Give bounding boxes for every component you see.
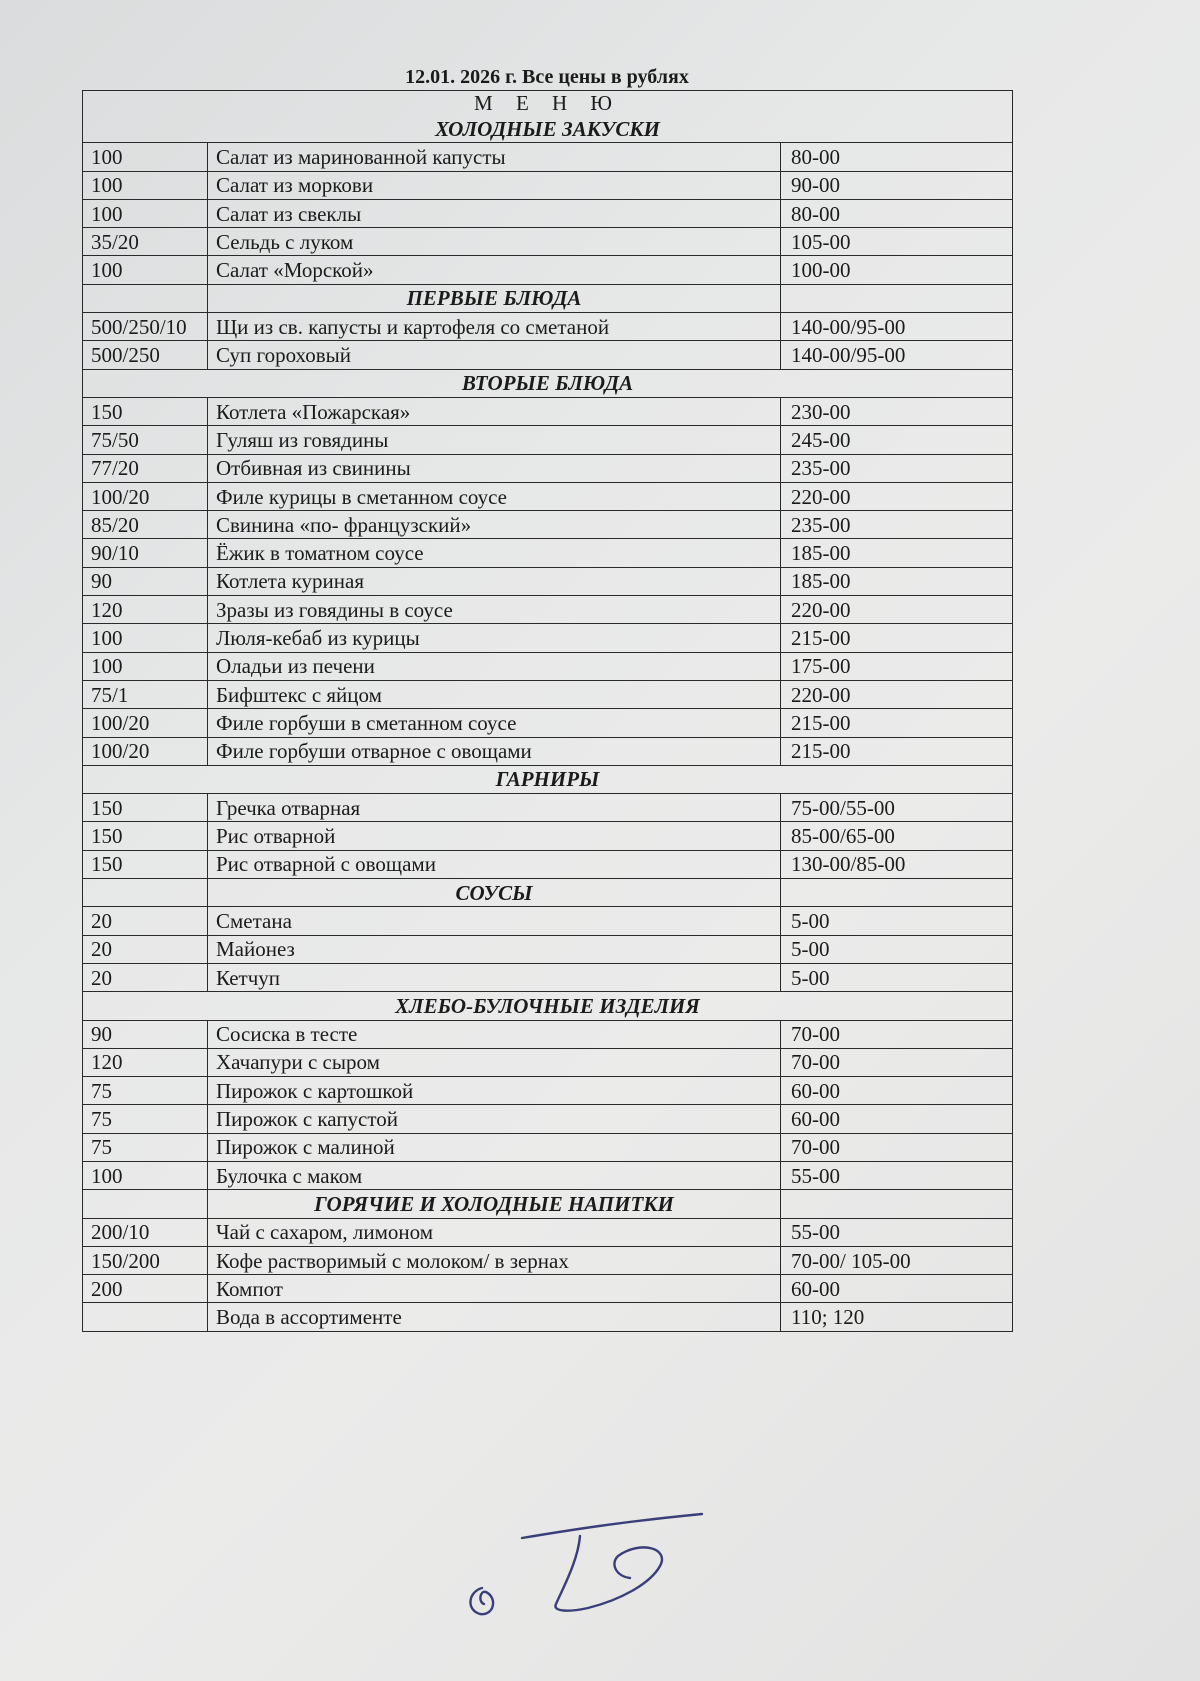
item-price: 175-00 xyxy=(781,652,1013,680)
item-price: 185-00 xyxy=(781,567,1013,595)
section-row xyxy=(83,765,1013,793)
section-title: ХЛЕБО-БУЛОЧНЫЕ ИЗДЕЛИЯ xyxy=(83,992,1013,1020)
table-row xyxy=(83,1105,1013,1133)
item-price: 215-00 xyxy=(781,737,1013,765)
table-row xyxy=(83,794,1013,822)
table-row xyxy=(83,482,1013,510)
section-row xyxy=(83,369,1013,397)
item-weight: 20 xyxy=(83,907,208,935)
item-price: 220-00 xyxy=(781,596,1013,624)
table-row xyxy=(83,935,1013,963)
item-weight: 100 xyxy=(83,171,208,199)
section-title: ГАРНИРЫ xyxy=(83,765,1013,793)
item-price: 230-00 xyxy=(781,397,1013,425)
item-weight: 120 xyxy=(83,596,208,624)
item-price: 130-00/85-00 xyxy=(781,850,1013,878)
item-name: Суп гороховый xyxy=(208,341,781,369)
item-name: Отбивная из свинины xyxy=(208,454,781,482)
item-weight: 75 xyxy=(83,1105,208,1133)
item-price: 245-00 xyxy=(781,426,1013,454)
item-price: 235-00 xyxy=(781,454,1013,482)
item-weight: 150 xyxy=(83,397,208,425)
item-weight: 500/250/10 xyxy=(83,313,208,341)
item-price: 140-00/95-00 xyxy=(781,341,1013,369)
item-price: 140-00/95-00 xyxy=(781,313,1013,341)
page-header: 12.01. 2026 г. Все цены в рублях xyxy=(405,66,689,88)
section-row xyxy=(83,284,1013,312)
item-name: Гуляш из говядины xyxy=(208,426,781,454)
item-name: Бифштекс с яйцом xyxy=(208,680,781,708)
table-row xyxy=(83,1161,1013,1189)
section-title: ХОЛОДНЫЕ ЗАКУСКИ xyxy=(83,115,1013,143)
item-price: 215-00 xyxy=(781,709,1013,737)
item-name: Котлета куриная xyxy=(208,567,781,595)
empty-cell xyxy=(83,284,208,312)
item-price: 60-00 xyxy=(781,1105,1013,1133)
item-weight: 100 xyxy=(83,652,208,680)
item-name: Филе курицы в сметанном соусе xyxy=(208,482,781,510)
item-name: Вода в ассортименте xyxy=(208,1303,781,1331)
item-name: Салат «Морской» xyxy=(208,256,781,284)
item-name: Рис отварной с овощами xyxy=(208,850,781,878)
item-price: 185-00 xyxy=(781,539,1013,567)
table-row xyxy=(83,1275,1013,1303)
item-name: Сельдь с луком xyxy=(208,228,781,256)
item-price: 60-00 xyxy=(781,1275,1013,1303)
table-row xyxy=(83,1246,1013,1274)
item-price: 5-00 xyxy=(781,907,1013,935)
item-name: Хачапури с сыром xyxy=(208,1048,781,1076)
menu-body xyxy=(83,91,1013,1332)
item-name: Пирожок с малиной xyxy=(208,1133,781,1161)
item-weight: 150/200 xyxy=(83,1246,208,1274)
table-row xyxy=(83,1218,1013,1246)
section-row xyxy=(83,879,1013,907)
table-row xyxy=(83,1303,1013,1331)
item-weight: 75/1 xyxy=(83,680,208,708)
item-weight: 100/20 xyxy=(83,737,208,765)
item-price: 75-00/55-00 xyxy=(781,794,1013,822)
section-title: СОУСЫ xyxy=(208,879,781,907)
item-name: Салат из свеклы xyxy=(208,199,781,227)
table-row xyxy=(83,426,1013,454)
item-weight: 150 xyxy=(83,794,208,822)
section-row xyxy=(83,992,1013,1020)
section-title: ГОРЯЧИЕ И ХОЛОДНЫЕ НАПИТКИ xyxy=(208,1190,781,1218)
item-weight: 75 xyxy=(83,1077,208,1105)
item-weight: 75/50 xyxy=(83,426,208,454)
item-name: Майонез xyxy=(208,935,781,963)
item-name: Салат из маринованной капусты xyxy=(208,143,781,171)
table-row xyxy=(83,171,1013,199)
section-title: ВТОРЫЕ БЛЮДА xyxy=(83,369,1013,397)
item-price: 220-00 xyxy=(781,680,1013,708)
menu-title-row xyxy=(83,91,1013,116)
item-name: Чай с сахаром, лимоном xyxy=(208,1218,781,1246)
item-name: Свинина «по- французский» xyxy=(208,511,781,539)
table-row xyxy=(83,1133,1013,1161)
item-name: Сметана xyxy=(208,907,781,935)
table-row xyxy=(83,341,1013,369)
empty-cell xyxy=(781,1190,1013,1218)
item-weight: 150 xyxy=(83,822,208,850)
item-price: 105-00 xyxy=(781,228,1013,256)
item-name: Филе горбуши отварное с овощами xyxy=(208,737,781,765)
item-weight: 90/10 xyxy=(83,539,208,567)
empty-cell xyxy=(83,1190,208,1218)
item-weight: 85/20 xyxy=(83,511,208,539)
item-price: 60-00 xyxy=(781,1077,1013,1105)
item-weight: 35/20 xyxy=(83,228,208,256)
table-row xyxy=(83,567,1013,595)
item-weight: 100 xyxy=(83,199,208,227)
table-row xyxy=(83,228,1013,256)
section-row xyxy=(83,1190,1013,1218)
item-weight: 20 xyxy=(83,963,208,991)
item-price: 5-00 xyxy=(781,963,1013,991)
table-row xyxy=(83,539,1013,567)
item-name: Ёжик в томатном соусе xyxy=(208,539,781,567)
item-price: 70-00 xyxy=(781,1133,1013,1161)
item-price: 215-00 xyxy=(781,624,1013,652)
item-weight xyxy=(83,1303,208,1331)
table-row xyxy=(83,680,1013,708)
item-weight: 100 xyxy=(83,143,208,171)
table-row xyxy=(83,850,1013,878)
table-row xyxy=(83,709,1013,737)
table-row xyxy=(83,199,1013,227)
item-price: 55-00 xyxy=(781,1218,1013,1246)
item-weight: 100/20 xyxy=(83,709,208,737)
table-row xyxy=(83,313,1013,341)
table-row xyxy=(83,1077,1013,1105)
table-row xyxy=(83,256,1013,284)
item-price: 70-00 xyxy=(781,1048,1013,1076)
item-weight: 500/250 xyxy=(83,341,208,369)
handwritten-signature xyxy=(460,1500,710,1630)
item-price: 5-00 xyxy=(781,935,1013,963)
table-row xyxy=(83,737,1013,765)
item-weight: 90 xyxy=(83,567,208,595)
item-price: 70-00/ 105-00 xyxy=(781,1246,1013,1274)
item-name: Зразы из говядины в соусе xyxy=(208,596,781,624)
item-weight: 100 xyxy=(83,256,208,284)
item-name: Кофе растворимый с молоком/ в зернах xyxy=(208,1246,781,1274)
item-price: 80-00 xyxy=(781,199,1013,227)
item-price: 55-00 xyxy=(781,1161,1013,1189)
item-name: Сосиска в тесте xyxy=(208,1020,781,1048)
item-price: 70-00 xyxy=(781,1020,1013,1048)
table-row xyxy=(83,454,1013,482)
item-name: Компот xyxy=(208,1275,781,1303)
table-row xyxy=(83,822,1013,850)
table-row xyxy=(83,907,1013,935)
item-weight: 100 xyxy=(83,1161,208,1189)
item-name: Люля-кебаб из курицы xyxy=(208,624,781,652)
item-price: 220-00 xyxy=(781,482,1013,510)
table-row xyxy=(83,1048,1013,1076)
item-name: Кетчуп xyxy=(208,963,781,991)
menu-title: М Е Н Ю xyxy=(83,91,1013,116)
table-row xyxy=(83,1020,1013,1048)
empty-cell xyxy=(781,284,1013,312)
empty-cell xyxy=(83,879,208,907)
table-row xyxy=(83,963,1013,991)
menu-table xyxy=(82,90,1013,1332)
item-price: 100-00 xyxy=(781,256,1013,284)
table-row xyxy=(83,624,1013,652)
item-weight: 200/10 xyxy=(83,1218,208,1246)
item-weight: 20 xyxy=(83,935,208,963)
item-price: 110; 120 xyxy=(781,1303,1013,1331)
item-name: Салат из моркови xyxy=(208,171,781,199)
item-name: Щи из св. капусты и картофеля со сметаной xyxy=(208,313,781,341)
table-row xyxy=(83,397,1013,425)
item-name: Булочка с маком xyxy=(208,1161,781,1189)
item-price: 235-00 xyxy=(781,511,1013,539)
item-name: Оладьи из печени xyxy=(208,652,781,680)
item-name: Гречка отварная xyxy=(208,794,781,822)
item-price: 90-00 xyxy=(781,171,1013,199)
item-weight: 120 xyxy=(83,1048,208,1076)
item-name: Пирожок с картошкой xyxy=(208,1077,781,1105)
item-name: Филе горбуши в сметанном соусе xyxy=(208,709,781,737)
table-row xyxy=(83,511,1013,539)
table-row xyxy=(83,143,1013,171)
item-name: Пирожок с капустой xyxy=(208,1105,781,1133)
item-weight: 100 xyxy=(83,624,208,652)
item-name: Рис отварной xyxy=(208,822,781,850)
item-weight: 75 xyxy=(83,1133,208,1161)
item-price: 80-00 xyxy=(781,143,1013,171)
item-price: 85-00/65-00 xyxy=(781,822,1013,850)
item-name: Котлета «Пожарская» xyxy=(208,397,781,425)
table-row xyxy=(83,596,1013,624)
section-row xyxy=(83,115,1013,143)
table-row xyxy=(83,652,1013,680)
item-weight: 200 xyxy=(83,1275,208,1303)
item-weight: 77/20 xyxy=(83,454,208,482)
item-weight: 100/20 xyxy=(83,482,208,510)
item-weight: 90 xyxy=(83,1020,208,1048)
empty-cell xyxy=(781,879,1013,907)
item-weight: 150 xyxy=(83,850,208,878)
section-title: ПЕРВЫЕ БЛЮДА xyxy=(208,284,781,312)
